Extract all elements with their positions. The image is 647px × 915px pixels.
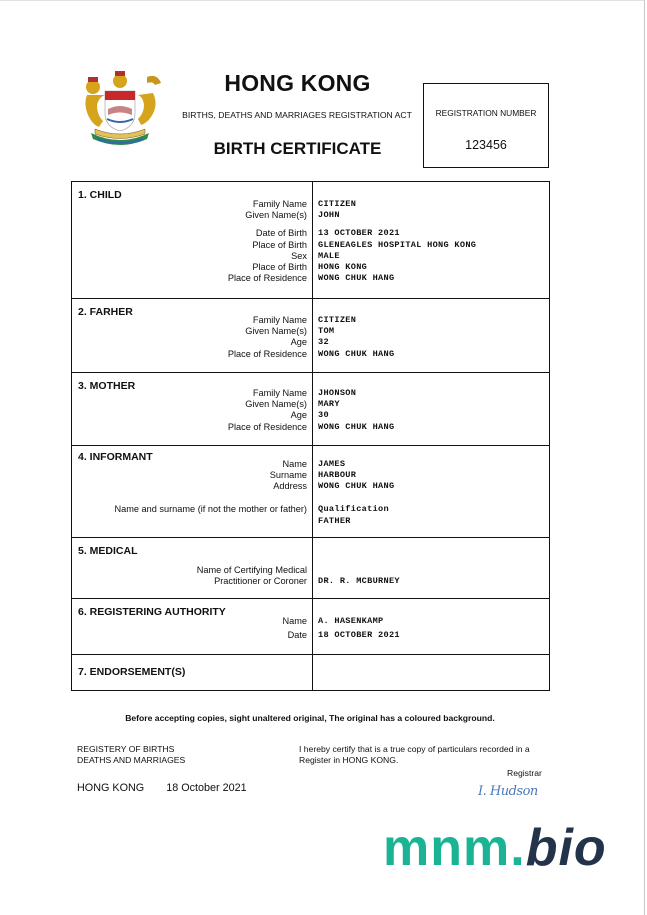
section-title: 1. CHILD: [78, 189, 122, 201]
value-given-names: MARY: [318, 399, 340, 410]
issue-place: HONG KONG: [77, 782, 145, 794]
country-title: HONG KONG: [224, 70, 371, 96]
certify-line-1: I hereby certify that is a true copy of particulars recorded in a: [299, 744, 530, 754]
label-practitioner-or-coroner: Practitioner or Coroner: [214, 576, 307, 587]
issue-date: 18 October 2021: [166, 782, 247, 794]
authenticity-notice: Before accepting copies, sight unaltered original, The original has a coloured background.: [125, 713, 495, 723]
watermark-part-1: mnm.: [383, 819, 526, 877]
value-sex: MALE: [318, 250, 340, 261]
section-informant: [72, 446, 549, 538]
value-place-of-residence: WONG CHUK HANG: [318, 421, 395, 432]
act-subtitle: BIRTHS, DEATHS AND MARRIAGES REGISTRATION ACT: [182, 110, 412, 120]
label-given-names: Given Name(s): [245, 210, 307, 221]
child-labels: [228, 199, 307, 284]
section-title: 6. REGISTERING AUTHORITY: [78, 606, 226, 618]
certify-line-2: Register in HONG KONG.: [299, 754, 399, 765]
section-child: [72, 182, 549, 299]
label-family-name: Family Name: [252, 388, 307, 398]
label-age: Age: [290, 337, 307, 348]
value-place-of-residence: WONG CHUK HANG: [318, 273, 395, 284]
section-mother: [72, 373, 549, 446]
section-title: 3. MOTHER: [78, 380, 136, 392]
value-date: 18 OCTOBER 2021: [318, 630, 400, 640]
certification-statement: [299, 744, 530, 765]
label-place-of-birth-2: Place of Birth: [252, 262, 307, 273]
value-surname: HARBOUR: [318, 470, 357, 481]
label-name: Name: [282, 459, 307, 469]
label-sex: Sex: [291, 250, 307, 261]
value-medical-practitioner: DR. R. MCBURNEY: [318, 576, 400, 586]
registry-line-1: REGISTERY OF BIRTHS: [77, 744, 175, 754]
value-address: WONG CHUK HANG: [318, 481, 395, 492]
value-name: A. HASENKAMP: [318, 616, 384, 626]
value-given-names: JOHN: [318, 210, 340, 221]
authority-labels: [282, 614, 307, 642]
value-family-name: CITIZEN: [318, 315, 357, 325]
label-given-names: Given Name(s): [245, 399, 307, 410]
medical-labels: [197, 565, 307, 587]
value-place-of-birth: GLENEAGLES HOSPITAL HONG KONG: [318, 239, 477, 250]
registration-number-label: REGISTRATION NUMBER: [435, 108, 537, 118]
value-age: 32: [318, 337, 329, 348]
authority-values: [318, 614, 400, 642]
registration-number-box: [423, 83, 549, 168]
informant-labels: [114, 459, 307, 515]
section-endorsement: [72, 655, 549, 690]
issue-place-date: [77, 782, 247, 794]
label-given-names: Given Name(s): [245, 326, 307, 337]
section-title: 7. ENDORSEMENT(S): [78, 666, 186, 678]
value-name: JAMES: [318, 459, 346, 469]
label-family-name: Family Name: [252, 315, 307, 325]
label-place-of-residence: Place of Residence: [227, 273, 307, 284]
father-labels: [228, 315, 307, 360]
section-title: 4. INFORMANT: [78, 451, 153, 463]
value-place-of-birth-2: HONG KONG: [318, 262, 368, 273]
registrar-label: Registrar: [507, 768, 542, 778]
mother-values: [318, 388, 394, 433]
informant-values: [318, 459, 394, 527]
label-name-and-surname: Name and surname (if not the mother or father): [114, 503, 307, 514]
value-family-name: JHONSON: [318, 388, 357, 398]
label-place-of-birth: Place of Birth: [252, 239, 307, 250]
section-registering-authority: [72, 599, 549, 655]
label-name: Name: [282, 616, 307, 626]
label-certifying-medical: Name of Certifying Medical: [196, 565, 307, 575]
value-qualification-label: Qualification: [318, 503, 389, 514]
registrar-signature: I. Hudson: [478, 784, 538, 799]
label-date-of-birth: Date of Birth: [255, 228, 307, 239]
section-medical: [72, 538, 549, 599]
label-surname: Surname: [269, 470, 307, 481]
value-given-names: TOM: [318, 326, 335, 337]
value-place-of-residence: WONG CHUK HANG: [318, 348, 395, 359]
mother-labels: [228, 388, 307, 433]
label-date: Date: [287, 630, 307, 640]
document-title: BIRTH CERTIFICATE: [213, 139, 382, 158]
watermark-part-2: bio: [525, 819, 607, 877]
value-date-of-birth: 13 OCTOBER 2021: [318, 228, 400, 239]
registry-line-2: DEATHS AND MARRIAGES: [77, 754, 186, 765]
label-place-of-residence: Place of Residence: [227, 421, 307, 432]
page-right-edge: [644, 0, 645, 915]
section-title: 2. FARHER: [78, 306, 133, 318]
child-values: [318, 199, 476, 284]
page-top-edge: [0, 0, 645, 1]
label-address: Address: [273, 481, 307, 492]
section-father: [72, 299, 549, 373]
value-qualification: FATHER: [318, 515, 351, 526]
section-title: 5. MEDICAL: [78, 545, 138, 557]
label-place-of-residence: Place of Residence: [227, 348, 307, 359]
label-family-name: Family Name: [252, 199, 307, 209]
registry-name: [77, 744, 185, 765]
value-age: 30: [318, 410, 329, 421]
watermark-logo: [383, 818, 607, 878]
registration-number-value: 123456: [465, 138, 507, 152]
certificate-table: [71, 181, 550, 691]
coat-of-arms-icon: [77, 67, 163, 147]
value-family-name: CITIZEN: [318, 199, 357, 209]
label-age: Age: [290, 410, 307, 421]
father-values: [318, 315, 394, 360]
